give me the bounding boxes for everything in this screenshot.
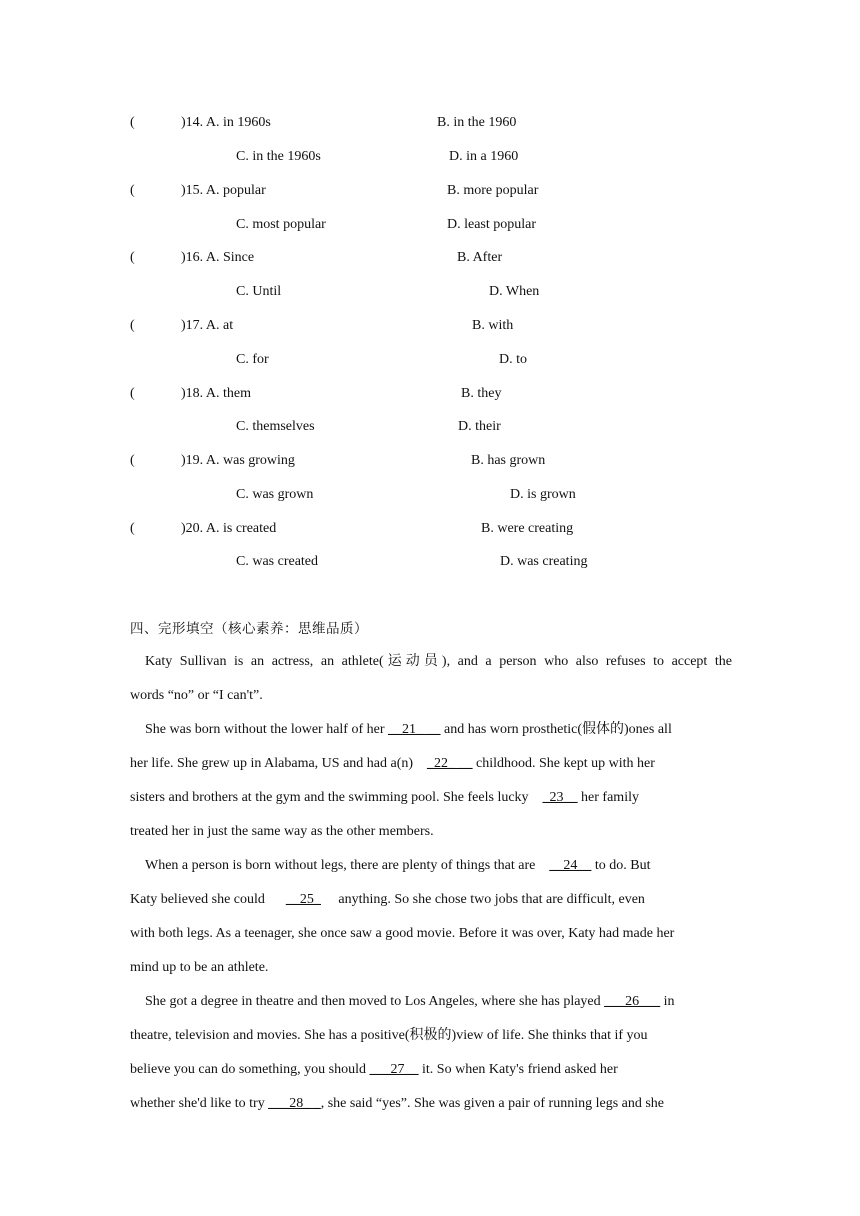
paragraph-3-line-1: When a person is born without legs, there are plenty of things that are __24__ to do. But [145,858,651,873]
question-15-option-b: B. more popular [447,183,539,198]
paragraph-1-line-2: words “no” or “I can't”. [130,688,263,703]
question-18-option-c: C. themselves [236,419,315,434]
question-17-option-d: D. to [499,352,527,367]
blank-23[interactable]: _23__ [542,790,578,805]
cloze-passage [130,645,732,1121]
question-14-option-c: C. in the 1960s [236,149,321,164]
blank-26[interactable]: ___26___ [604,994,661,1009]
question-19-option-d: D. is grown [510,487,576,502]
answer-paren: ( [130,115,135,130]
blank-22[interactable]: _22_ __ [427,756,473,771]
paragraph-2-line-2: her life. She grew up in Alabama, US and had a(n) _22_ __ childhood. She kept up with her [130,756,655,771]
question-18-option-d: D. their [458,419,501,434]
question-20-option-a: )20. A. is created [181,521,277,536]
question-14-option-b: B. in the 1960 [437,115,517,130]
question-18-option-b: B. they [461,386,502,401]
question-14-option-a: )14. A. in 1960s [181,115,271,130]
question-17-option-b: B. with [472,318,514,333]
question-19-option-a: )19. A. was growing [181,453,295,468]
paragraph-2-line-1: She was born without the lower half of her __21_ __ and has worn prosthetic(假体的)ones all [145,722,672,737]
question-15-option-d: D. least popular [447,217,537,232]
answer-paren: ( [130,183,135,198]
answer-paren: ( [130,386,135,401]
question-17-option-a: )17. A. at [181,318,234,333]
blank-24[interactable]: __24__ [549,858,592,873]
answer-paren: ( [130,521,135,536]
question-16-option-b: B. After [457,250,503,265]
paragraph-4-line-3: believe you can do something, you should ___27__ it. So when Katy's friend asked her [130,1062,618,1077]
question-16-option-c: C. Until [236,284,282,299]
question-18-option-a: )18. A. them [181,386,251,401]
paragraph-4-line-4: whether she'd like to try ___28_ _, she said “yes”. She was given a pair of running legs and she [130,1096,665,1111]
question-15-option-c: C. most popular [236,217,326,232]
question-16-option-a: )16. A. Since [181,250,255,265]
question-20-option-b: B. were creating [481,521,574,536]
question-15-option-a: )15. A. popular [181,183,266,198]
question-20-option-c: C. was created [236,554,319,569]
question-19-option-b: B. has grown [471,453,546,468]
answer-paren: ( [130,318,135,333]
question-19-option-c: C. was grown [236,487,314,502]
paragraph-2-line-3: sisters and brothers at the gym and the swimming pool. She feels lucky _23__ her family [130,790,639,805]
blank-21[interactable]: __21_ __ [388,722,441,737]
paragraph-3-line-3: with both legs. As a teenager, she once saw a good movie. Before it was over, Katy had made her [130,926,675,941]
blank-27[interactable]: ___27__ [369,1062,419,1077]
question-16-option-d: D. When [489,284,540,299]
paragraph-1-line-1: Katy Sullivan is an actress, an athlete(运动员), and a person who also refuses to accept the [145,654,732,669]
paragraph-2-line-4: treated her in just the same way as the other members. [130,824,434,839]
answer-paren: ( [130,453,135,468]
paragraph-4-line-2: theatre, television and movies. She has a positive(积极的)view of life. She thinks that if you [130,1028,648,1043]
question-20-option-d: D. was creating [500,554,588,569]
section-heading: 四、完形填空（核心素养：思维品质） [130,621,368,637]
answer-paren: ( [130,250,135,265]
paragraph-3-line-4: mind up to be an athlete. [130,960,269,975]
paragraph-3-line-2: Katy believed she could __25_ anything. So she chose two jobs that are difficult, even [130,892,645,907]
question-14-option-d: D. in a 1960 [449,149,519,164]
paragraph-4-line-1: She got a degree in theatre and then moved to Los Angeles, where she has played ___26___ in [145,994,675,1009]
question-17-option-c: C. for [236,352,269,367]
blank-28[interactable]: ___28_ _ [268,1096,321,1111]
blank-25[interactable]: __25_ [285,892,321,907]
